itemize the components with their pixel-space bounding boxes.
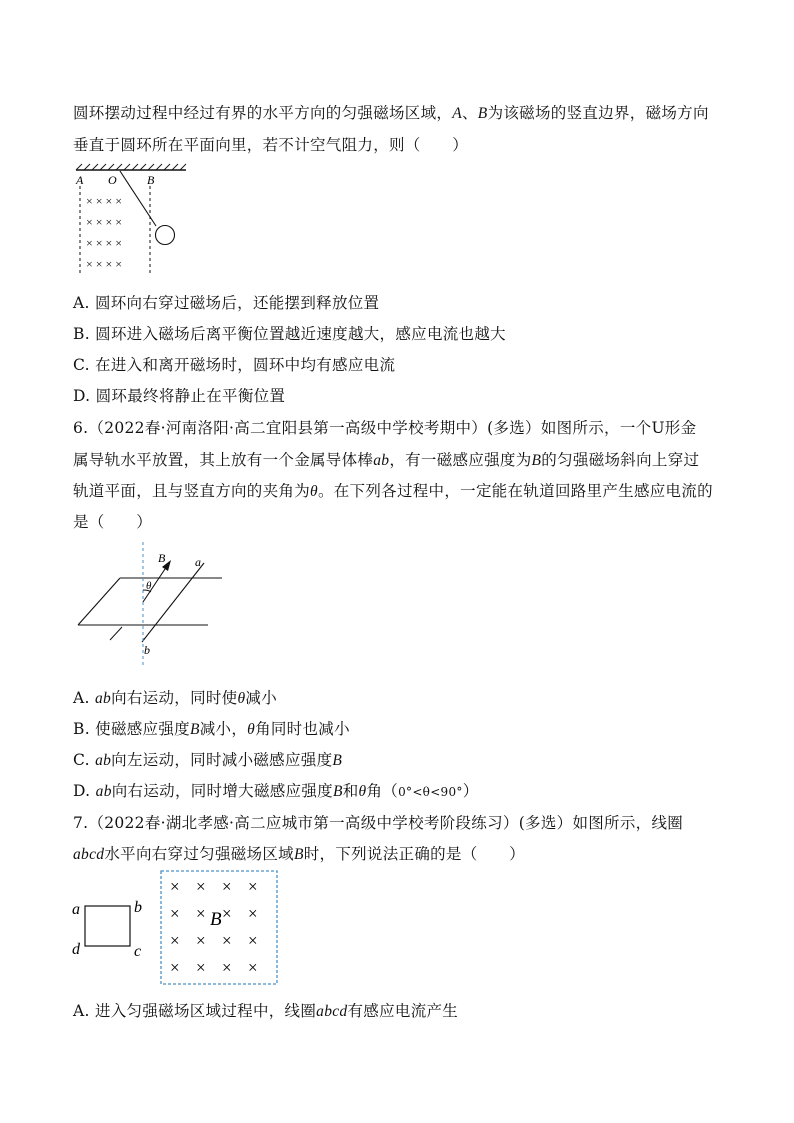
q5-label-b: B: [147, 173, 155, 187]
q5-pendulum-figure: [68, 162, 198, 277]
q6-label-a: a: [195, 555, 201, 569]
q5-cross-row: × × × ×: [86, 257, 123, 271]
q7-label-b: b: [134, 899, 142, 916]
svg-text:×: ×: [196, 877, 206, 896]
svg-text:×: ×: [196, 931, 206, 950]
q5-cross-row: × × × ×: [86, 215, 123, 229]
q7-stem-line-1: 7.（2022春·湖北孝感·高二应城市第一高级中学校考阶段练习）(多选）如图所示，线圈: [73, 814, 684, 832]
svg-text:×: ×: [170, 931, 180, 950]
q6-stem-line-3: 轨道平面，且与竖直方向的夹角为θ。在下列各过程中，一定能在轨道回路里产生感应电流的: [73, 482, 713, 500]
svg-text:×: ×: [222, 877, 232, 896]
q5-cross-row: × × × ×: [86, 194, 123, 208]
q7-coil-figure: [66, 868, 286, 990]
svg-text:×: ×: [248, 877, 258, 896]
svg-text:×: ×: [222, 904, 232, 923]
q7-field-label: B: [210, 909, 222, 930]
q6-label-theta: θ: [146, 580, 152, 592]
q6-stem-line-2: 属导轨水平放置，其上放有一个金属导体棒ab，有一磁感应强度为B的匀强磁场斜向上穿过: [73, 451, 700, 469]
q5-option-a: A. 圆环向右穿过磁场后，还能摆到释放位置: [73, 294, 380, 312]
q5-option-c: C. 在进入和离开磁场时，圆环中均有感应电流: [73, 356, 396, 374]
q6-rail-figure: [70, 540, 240, 670]
q6-option-d: D. ab向右运动，同时增大磁感应强度B和θ角（0°<θ<90°）: [73, 782, 479, 800]
svg-text:×: ×: [170, 958, 180, 977]
q5-stem-line-2: 垂直于圆环所在平面向里，若不计空气阻力，则（ ）: [73, 136, 469, 154]
svg-text:×: ×: [170, 877, 180, 896]
svg-text:×: ×: [222, 931, 232, 950]
q6-label-b-vector: B: [158, 551, 166, 565]
q6-stem-line-4: 是（ ）: [73, 513, 153, 531]
q6-stem-line-1: 6.（2022春·河南洛阳·高二宜阳县第一高级中学校考期中）(多选）如图所示，一个U形金: [73, 419, 697, 437]
q6-option-a: A. ab向右运动，同时使θ减小: [73, 689, 277, 707]
q7-label-a: a: [72, 901, 80, 918]
q5-cross-row: × × × ×: [86, 236, 123, 250]
q5-option-b: B. 圆环进入磁场后离平衡位置越近速度越大，感应电流也越大: [73, 325, 506, 343]
q7-stem-line-2: abcd水平向右穿过匀强磁场区域B时，下列说法正确的是（ ）: [73, 845, 525, 863]
q7-label-c: c: [134, 943, 142, 960]
svg-text:×: ×: [248, 931, 258, 950]
svg-text:×: ×: [196, 958, 206, 977]
svg-text:×: ×: [222, 958, 232, 977]
q6-label-b-end: b: [144, 643, 150, 657]
q7-option-a: A. 进入匀强磁场区域过程中，线圈abcd有感应电流产生: [73, 1002, 459, 1020]
q5-option-d: D. 圆环最终将静止在平衡位置: [73, 387, 286, 405]
q7-label-d: d: [72, 941, 80, 958]
q6-option-c: C. ab向左运动，同时减小磁感应强度B: [73, 751, 343, 769]
svg-text:×: ×: [170, 904, 180, 923]
q6-option-b: B. 使磁感应强度B减小，θ角同时也减小: [73, 720, 350, 738]
q5-stem-line-1: 圆环摆动过程中经过有界的水平方向的匀强磁场区域，A、B为该磁场的竖直边界，磁场方向: [73, 104, 709, 122]
svg-text:×: ×: [196, 904, 206, 923]
q5-label-o: O: [108, 173, 117, 187]
q5-label-a: A: [76, 173, 84, 187]
svg-text:×: ×: [248, 958, 258, 977]
svg-text:×: ×: [248, 904, 258, 923]
